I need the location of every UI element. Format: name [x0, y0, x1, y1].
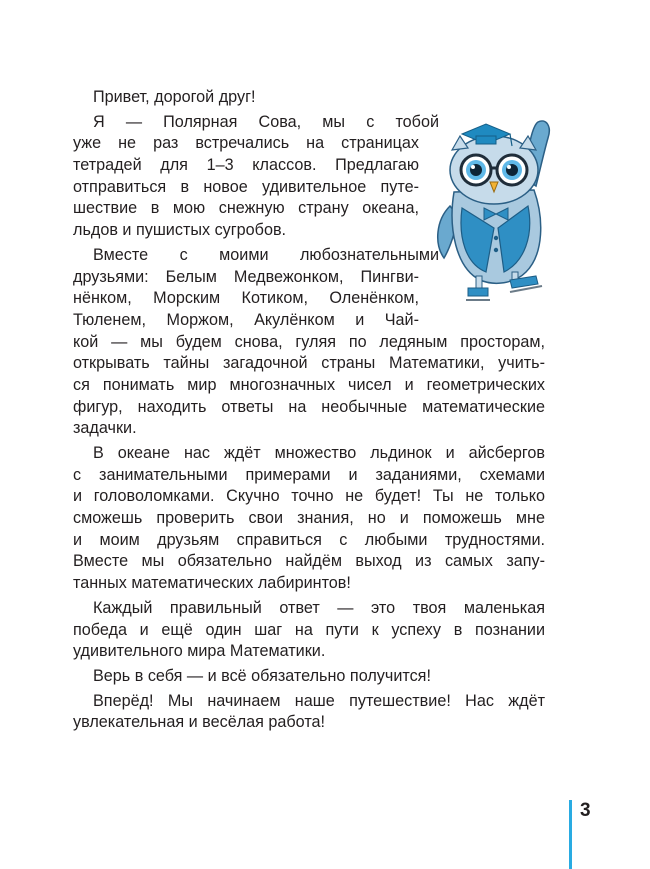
text-line: удивительного мира Математики. [73, 642, 326, 661]
text-line: танных математических лабиринтов! [73, 574, 351, 593]
text-line: открывать тайны загадочной страны Математики, учить- [73, 354, 545, 373]
text-line: увлекательная и весёлая работа! [73, 713, 326, 732]
text-line: и моим друзьям справиться с любыми трудностями. [73, 530, 545, 549]
text-line: Вместе с моими любознательными [93, 245, 439, 264]
owl-mascot-illustration [428, 108, 566, 308]
text-line: победа и ещё один шаг на пути к успеху в познании [73, 620, 545, 639]
text-line: задачки. [73, 419, 137, 438]
text-line: и головоломками. Скучно точно не будет! Ты не только [73, 487, 545, 506]
text-line: друзьями: Белым Медвежонком, Пингви- [73, 267, 419, 286]
text-line: кой — мы будем снова, гуляя по ледяным просторам, [73, 332, 545, 351]
text-line: ся понимать мир многозначных чисел и геометрических [73, 375, 545, 394]
text-line: отправиться в новое удивительное путе- [73, 177, 419, 196]
text-line: Тюленем, Моржом, Акулёнком и Чай- [73, 310, 419, 329]
text-line: фигур, находить ответы на необычные математические [73, 397, 545, 416]
text-line: В океане нас ждёт множество льдинок и айсбергов [93, 444, 545, 462]
page-number-bar [569, 800, 572, 869]
text-line: Вместе мы обязательно найдём выход из самых запу- [73, 552, 545, 571]
text-line: тетрадей для 1–3 классов. Предлагаю [73, 156, 419, 175]
text-line: Верь в себя — и всё обязательно получится! [93, 666, 431, 685]
text-line: Каждый правильный ответ — это твоя маленькая [93, 598, 545, 617]
text-line: Вперёд! Мы начинаем наше путешествие! Нас ждёт [93, 691, 545, 710]
text-line: льдов и пушистых сугробов. [73, 221, 287, 240]
text-line: Я — Полярная Сова, мы с тобой [93, 112, 439, 131]
page-number: 3 [580, 800, 591, 821]
text-line: сможешь проверить свои знания, но и поможешь мне [73, 509, 545, 528]
text-line: уже не раз встречались на страницах [73, 134, 419, 153]
greeting-line: Привет, дорогой друг! [93, 88, 256, 106]
text-line: нёнком, Морским Котиком, Оленёнком, [73, 289, 419, 308]
text-line: шествие в мою снежную страну океана, [73, 199, 419, 218]
text-line: с занимательными примерами и заданиями, схемами [73, 465, 545, 484]
